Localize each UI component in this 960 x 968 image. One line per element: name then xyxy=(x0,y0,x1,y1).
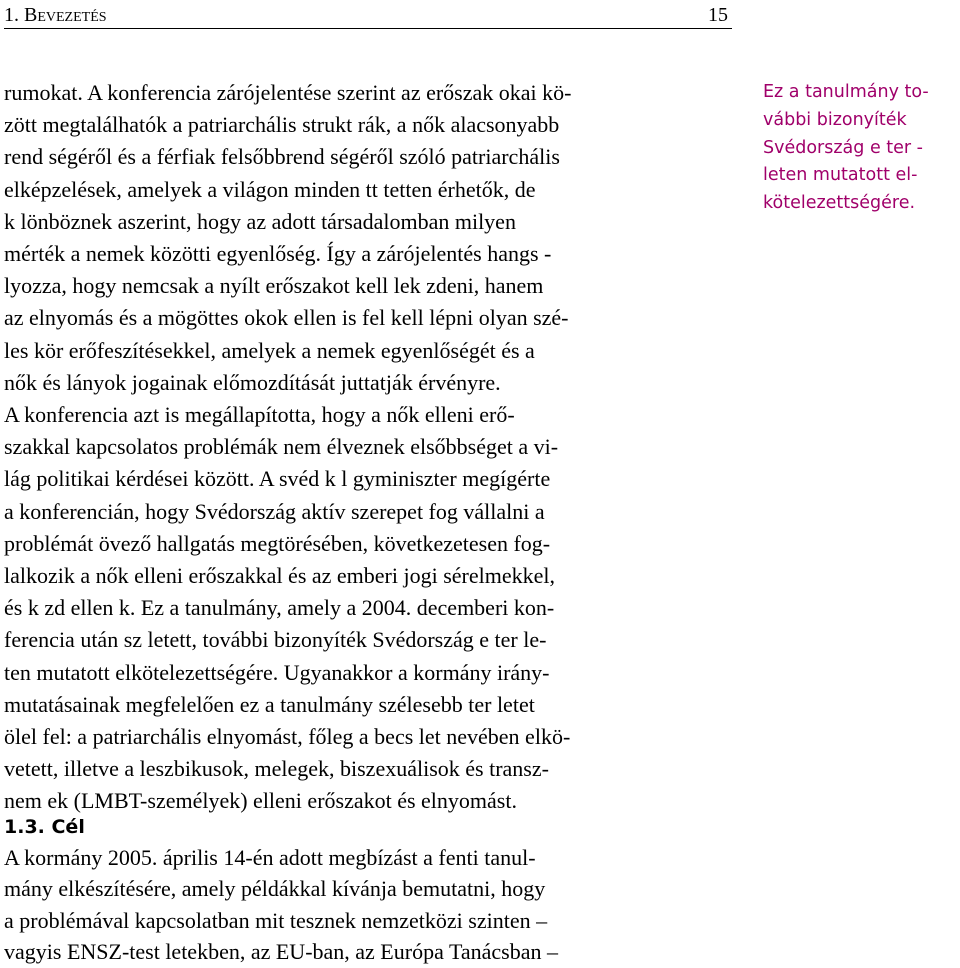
text-line: a problémával kapcsolatban mit tesznek nemzetközi szinten – xyxy=(4,907,548,933)
margin-note-line: Ez a tanulmány to- xyxy=(763,82,929,102)
text-line: mány elkészítésére, amely példákkal kívánja bemutatni, hogy xyxy=(4,876,546,902)
text-line: ölel fel: a patriarchális elnyomást, főleg a becs let nevében elkö- xyxy=(4,724,571,750)
text-line: A kormány 2005. április 14-én adott megbízást a fenti tanul- xyxy=(4,845,536,870)
text-line: mérték a nemek közötti egyenlőség. Így a zárójelentés hangs - xyxy=(4,241,552,267)
text-line: problémát övező hallgatás megtörésében, következetesen fog- xyxy=(4,530,551,556)
margin-note xyxy=(763,79,960,218)
text-line: k lönböznek aszerint, hogy az adott társadalomban milyen xyxy=(4,208,516,234)
chapter-heading xyxy=(4,2,107,28)
text-line: ten mutatott elkötelezettségére. Ugyanakkor a kormány irány- xyxy=(4,659,550,685)
section-body xyxy=(4,842,732,968)
text-line: A konferencia azt is megállapította, hogy a nők elleni erő- xyxy=(4,402,515,428)
margin-note-line: kötelezettségére. xyxy=(763,193,916,214)
text-line: lág politikai kérdései között. A svéd k l gyminiszter megígérte xyxy=(4,466,551,492)
text-line: nők és lányok jogainak előmozdítását juttatják érvényre. xyxy=(4,369,501,395)
text-line: rend ségéről és a férfiak felsőbbrend ségéről szóló patriarchális xyxy=(4,144,560,170)
text-line: szakkal kapcsolatos problémák nem élveznek elsőbbséget a vi- xyxy=(4,434,559,460)
text-line: és k zd ellen k. Ez a tanulmány, amely a 2004. decemberi kon- xyxy=(4,595,555,621)
main-text xyxy=(4,77,732,818)
text-line: les kör erőfeszítésekkel, amelyek a nemek egyenlőségét és a xyxy=(4,337,535,363)
running-header xyxy=(4,2,732,29)
text-line: az elnyomás és a mögöttes okok ellen is fel kell lépni olyan szé- xyxy=(4,305,569,331)
margin-note-line: leten mutatott el- xyxy=(763,165,918,186)
text-line: elképzelések, amelyek a világon minden tt tetten érhetők, de xyxy=(4,176,536,202)
section-title: 1.3. Cél xyxy=(4,816,85,838)
text-line: mutatásainak megfelelően ez a tanulmány szélesebb ter letet xyxy=(4,691,535,717)
text-line: lalkozik a nők elleni erőszakkal és az emberi jogi sérelmekkel, xyxy=(4,563,555,589)
text-line: a konferencián, hogy Svédország aktív szerepet fog vállalni a xyxy=(4,498,545,524)
text-line: vetett, illetve a leszbikusok, melegek, biszexuálisok és transz- xyxy=(4,756,549,782)
text-line: zött megtalálhatók a patriarchális strukt rák, a nők alacsonyabb xyxy=(4,112,560,138)
margin-note-line: vábbi bizonyíték xyxy=(763,109,907,130)
text-line: lyozza, hogy nemcsak a nyílt erőszakot kell lek zdeni, hanem xyxy=(4,273,544,299)
text-line: vagyis ENSZ-test letekben, az EU-ban, az Európa Tanácsban – xyxy=(4,939,558,965)
text-line: ferencia után sz letett, további bizonyíték Svédország e ter le- xyxy=(4,627,547,653)
chapter-title: Bevezetés xyxy=(24,4,107,26)
text-line: nem ek (LMBT-személyek) elleni erőszakot és elnyomást. xyxy=(4,788,517,814)
text-line: rumokat. A konferencia zárójelentése szerint az erőszak okai kö- xyxy=(4,80,572,105)
chapter-number: 1. xyxy=(4,4,19,26)
margin-note-line: Svédország e ter - xyxy=(763,137,923,158)
page-number: 15 xyxy=(708,4,728,26)
